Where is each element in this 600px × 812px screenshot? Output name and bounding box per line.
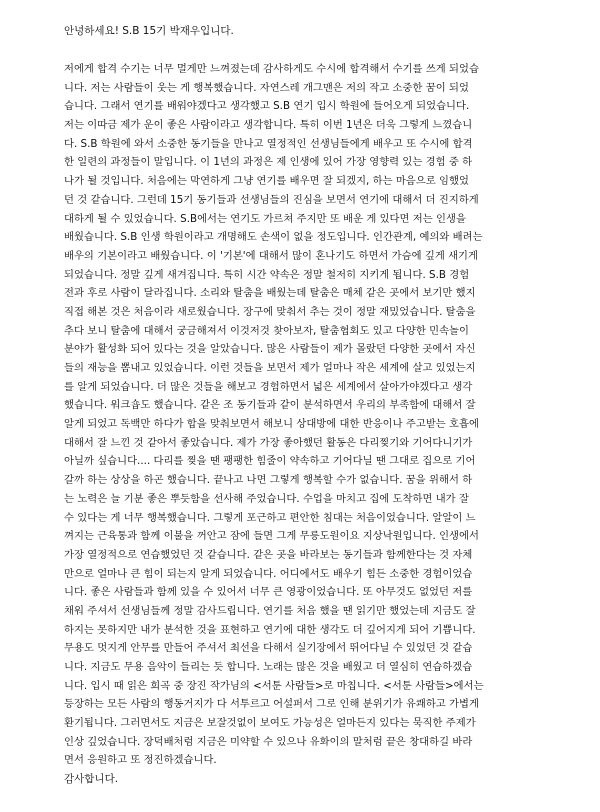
body-text-line: 직접 해본 것은 처음이라 새로웠습니다. 장구에 맞춰서 추는 것이 정말 재밌었습니다. 탈춤을 <box>64 305 476 318</box>
body-text-line: 아닐까 싶습니다.... 다리를 찢을 땐 팽팽한 힘줄이 약속하고 기어다닐 땐 그대로 집으로 기어 <box>64 455 476 468</box>
body-text-line: 던 것 같습니다. 그런데 15기 동기들과 선생님들의 진심을 보면서 연기에 대해서 더 진지하게 <box>64 193 479 206</box>
body-text-line: 대해서 잘 느낀 것 같아서 좋았습니다. 제가 가장 좋아했던 활동은 다리찢기와 기어다니기가 <box>64 436 473 449</box>
body-text-line: 등장하는 모든 사람의 행동거지가 다 서투르고 어설퍼서 그로 인해 분위기가 유쾌하고 가볍게 <box>64 698 479 711</box>
body-text-line: 가장 열정적으로 연습했었던 것 같습니다. 같은 곳을 바라보는 동기들과 함께한다는 것 자체 <box>64 548 473 561</box>
body-text-line: 니다. 좋은 사람들과 함께 있을 수 있어서 너무 큰 영광이었습니다. 또 아무것도 없었던 저를 <box>64 586 473 599</box>
body-text-line: 는 노력은 늘 기분 좋은 뿌듯함을 선사해 주었습니다. 수업을 마치고 집에 도착하면 내가 잘 <box>64 492 469 505</box>
greeting-line: 안녕하세요! S.B 15기 박재우입니다. <box>64 25 234 37</box>
body-text-line: 만으로 얼마나 큰 힘이 되는지 알게 되었습니다. 어디에서도 배우기 힘든 소중한 경험이었습 <box>64 567 473 580</box>
body-text-line: 수 있다는 게 너무 행복했습니다. 그렇게 포근하고 편안한 침대는 처음이었습니다. 알알이 느 <box>64 511 476 524</box>
closing-line: 감사합니다. <box>64 773 119 786</box>
body-text-line: 들의 재능을 뽐내고 있었습니다. 이런 것들을 보면서 제가 얼마나 작은 세계에 살고 있었는지 <box>64 362 476 374</box>
body-text-line: 다. S.B 학원에 와서 소중한 동기들을 만나고 열정적인 선생님들에게 배우고 또 수시에 합격 <box>64 137 473 150</box>
body-text-line: 니다. 저는 사람들이 웃는 게 행복했습니다. 자연스레 개그맨은 저의 작고 소중한 꿈이 되었 <box>64 81 469 94</box>
body-text-line: 분야가 활성화 되어 있다는 것을 알았습니다. 많은 사람들이 제가 몰랐던 다양한 곳에서 자신 <box>64 343 476 356</box>
body-text-line: 를 알게 되었습니다. 더 많은 것들을 해보고 경험하면서 넓은 세계에서 살아가야겠다고 생각 <box>64 380 473 393</box>
body-text-line: 니다. 입시 때 읽은 희곡 중 장진 작가님의 <서툰 사람들>로 마칩니다. <서툰 사람들>에서는 <box>64 679 484 692</box>
body-text-line: 배웠습니다. S.B 인생 학원이라고 개명해도 손색이 없을 정도입니다. 인간관계, 예의와 배려는 <box>64 231 483 244</box>
body-text-line: 알게 되었고 독백만 하다가 합을 맞춰보면서 해보니 상대방에 대한 반응이나 주고받는 호흡에 <box>64 418 479 431</box>
body-text-line: 면서 응원하고 또 정진하겠습니다. <box>64 754 217 767</box>
body-text-line: 습니다. 그래서 연기를 배워야겠다고 생각했고 S.B 연기 입시 학원에 들어오게 되었습니다. <box>64 100 470 113</box>
body-text-line: 추다 보니 탈춤에 대해서 궁금해져서 이것저것 찾아보자, 탈춤협회도 있고 다양한 민속놀이 <box>64 324 469 337</box>
body-text-line: 저에게 합격 수기는 너무 멀게만 느껴졌는데 감사하게도 수시에 합격해서 수기를 쓰게 되었습 <box>64 63 479 75</box>
body-text-line: 전과 후로 사람이 달라집니다. 소리와 탈춤을 배웠는데 탈춤은 매체 같은 곳에서 보기만 했지 <box>64 287 476 300</box>
body-text-line: 대하게 될 수 있었습니다. S.B에서는 연기도 가르쳐 주지만 또 배운 게 있다면 저는 인생을 <box>64 212 466 225</box>
body-text-line: 껴지는 근육통과 함께 이불을 꺼안고 잠에 들면 그게 무릉도원이요 지상낙원입니다. 인생에서 <box>64 530 479 543</box>
body-text-line: 한 일련의 과정들이 말입니다. 이 1년의 과정은 제 인생에 있어 가장 영향력 있는 경험 중 하 <box>64 156 473 169</box>
body-text-line: 갈까 하는 상상을 하곤 했습니다. 끝나고 나면 그렇게 행복할 수가 없습니다. 꿈을 위해서 하 <box>64 474 473 487</box>
body-text-line: 채워 주셔서 선생님들께 정말 감사드립니다. 연기를 처음 했을 땐 읽기만 했었는데 지금도 잘 <box>64 604 476 617</box>
body-text-line: 인상 깊었습니다. 장덕배처럼 지금은 미약할 수 있으나 유화이의 말처럼 끝은 창대하길 바라 <box>64 735 473 748</box>
body-text-line: 나가 될 것입니다. 처음에는 막연하게 그냥 연기를 배우면 잘 되겠지, 하는 마음으로 임했었 <box>64 175 469 188</box>
body-text-line: 무용도 멋지게 안무를 만들어 주셔서 최선을 다해서 실기장에서 뛰어다닐 수 있었던 것 같습 <box>64 642 473 655</box>
body-text-line: 저는 이따금 제가 운이 좋은 사람이라고 생각합니다. 특히 이번 1년은 더욱 그렇게 느꼈습니 <box>64 119 473 132</box>
body-text-line: 니다. 지금도 무용 음악이 들리는 듯 합니다. 노래는 많은 것을 배웠고 더 열심히 연습하겠습 <box>64 661 473 673</box>
body-text-line: 배우의 기본이라고 배웠습니다. 이 '기본'에 대해서 많이 혼나기도 하면서 가슴에 깊게 새기게 <box>64 249 478 262</box>
body-text-line: 했습니다. 워크숍도 했습니다. 같은 조 동기들과 같이 분석하면서 우리의 부족함에 대해서 잘 <box>64 399 476 412</box>
body-text-line: 환기됩니다. 그러면서도 지금은 보잘것없이 보여도 가능성은 얼마든지 있다는 묵직한 주제가 <box>64 717 476 730</box>
body-text-line: 되었습니다. 정말 깊게 새겨집니다. 특히 시간 약속은 정말 철저히 지키게 됩니다. S.B 경험 <box>64 268 470 281</box>
body-text-line: 하지는 못하지만 내가 분석한 것을 표현하고 연기에 대한 생각도 더 깊어지게 되어 기쁩니다. <box>64 623 476 636</box>
letter-body <box>64 60 564 770</box>
